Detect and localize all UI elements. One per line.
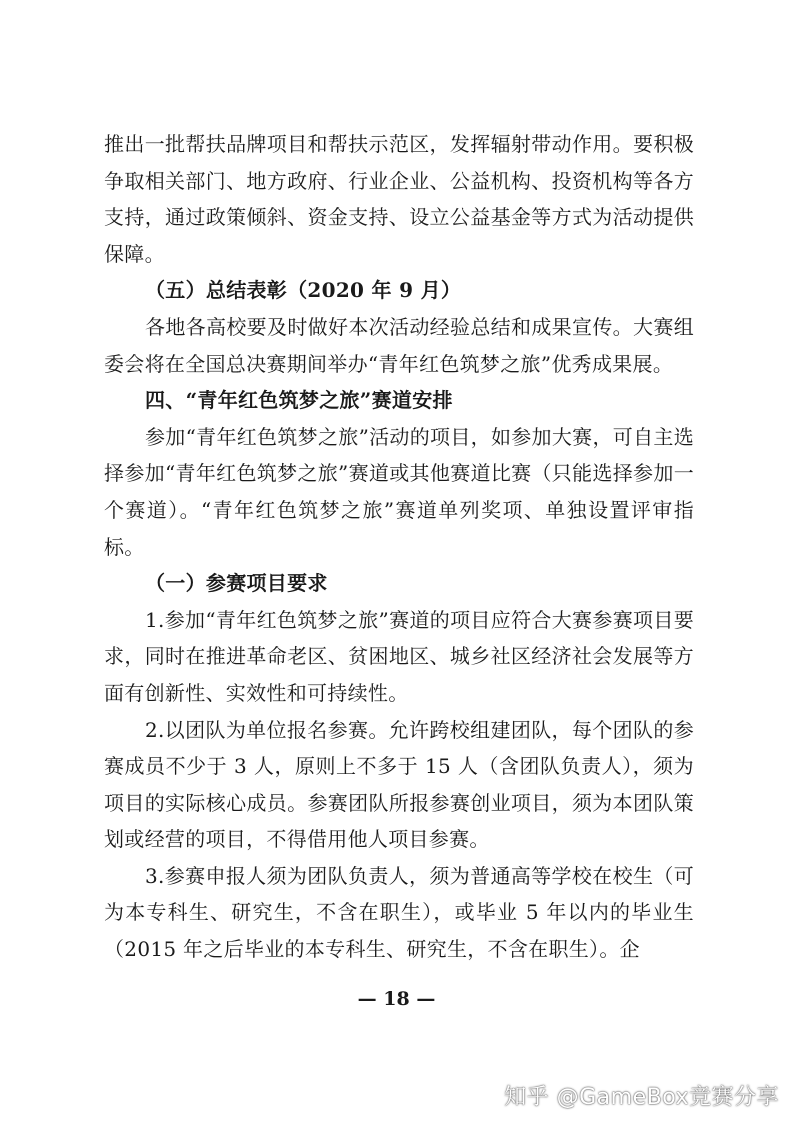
paragraph-requirement-2: 2.以团队为单位报名参赛。允许跨校组建团队，每个团队的参赛成员不少于 3 人，原则上不多于 15 人（含团队负责人），须为项目的实际核心成员。参赛团队所报参赛创业项目，须为本团队策划或经营的项目，不得借用他人项目参赛。 bbox=[104, 717, 694, 852]
paragraph-support: 推出一批帮扶品牌项目和帮扶示范区，发挥辐射带动作用。要积极争取相关部门、地方政府、行业企业、公益机构、投资机构等各方支持，通过政策倾斜、资金支持、设立公益基金等方式为活动提供保障。 bbox=[104, 132, 694, 266]
document-body bbox=[104, 126, 694, 968]
paragraph-requirement-3: 3.参赛申报人须为团队负责人，须为普通高等学校在校生（可为本专科生、研究生，不含在职生），或毕业 5 年以内的毕业生（2015 年之后毕业的本专科生、研究生，不含在职生）。企 bbox=[104, 863, 694, 962]
paragraph-track-choice: 参加“青年红色筑梦之旅”活动的项目，如参加大赛，可自主选择参加“青年红色筑梦之旅”赛道或其他赛道比赛（只能选择参加一个赛道）。“青年红色筑梦之旅”赛道单列奖项、单独设置评审指标。 bbox=[104, 424, 694, 559]
paragraph-summary: 各地各高校要及时做好本次活动经验总结和成果宣传。大赛组委会将在全国总决赛期间举办“青年红色筑梦之旅”优秀成果展。 bbox=[104, 314, 694, 376]
paragraph-requirement-1: 1.参加“青年红色筑梦之旅”赛道的项目应符合大赛参赛项目要求，同时在推进革命老区、贫困地区、城乡社区经济社会发展等方面有创新性、实效性和可持续性。 bbox=[104, 607, 694, 705]
heading-section-four: 四、“青年红色筑梦之旅”赛道安排 bbox=[145, 388, 453, 413]
page-number: — 18 — bbox=[357, 988, 436, 1010]
heading-summary-commendation: （五）总结表彰（2020 年 9 月） bbox=[145, 278, 462, 303]
heading-project-requirements: （一）参赛项目要求 bbox=[145, 571, 328, 596]
watermark: 知乎 @GameBox竞赛分享 bbox=[504, 1085, 779, 1110]
